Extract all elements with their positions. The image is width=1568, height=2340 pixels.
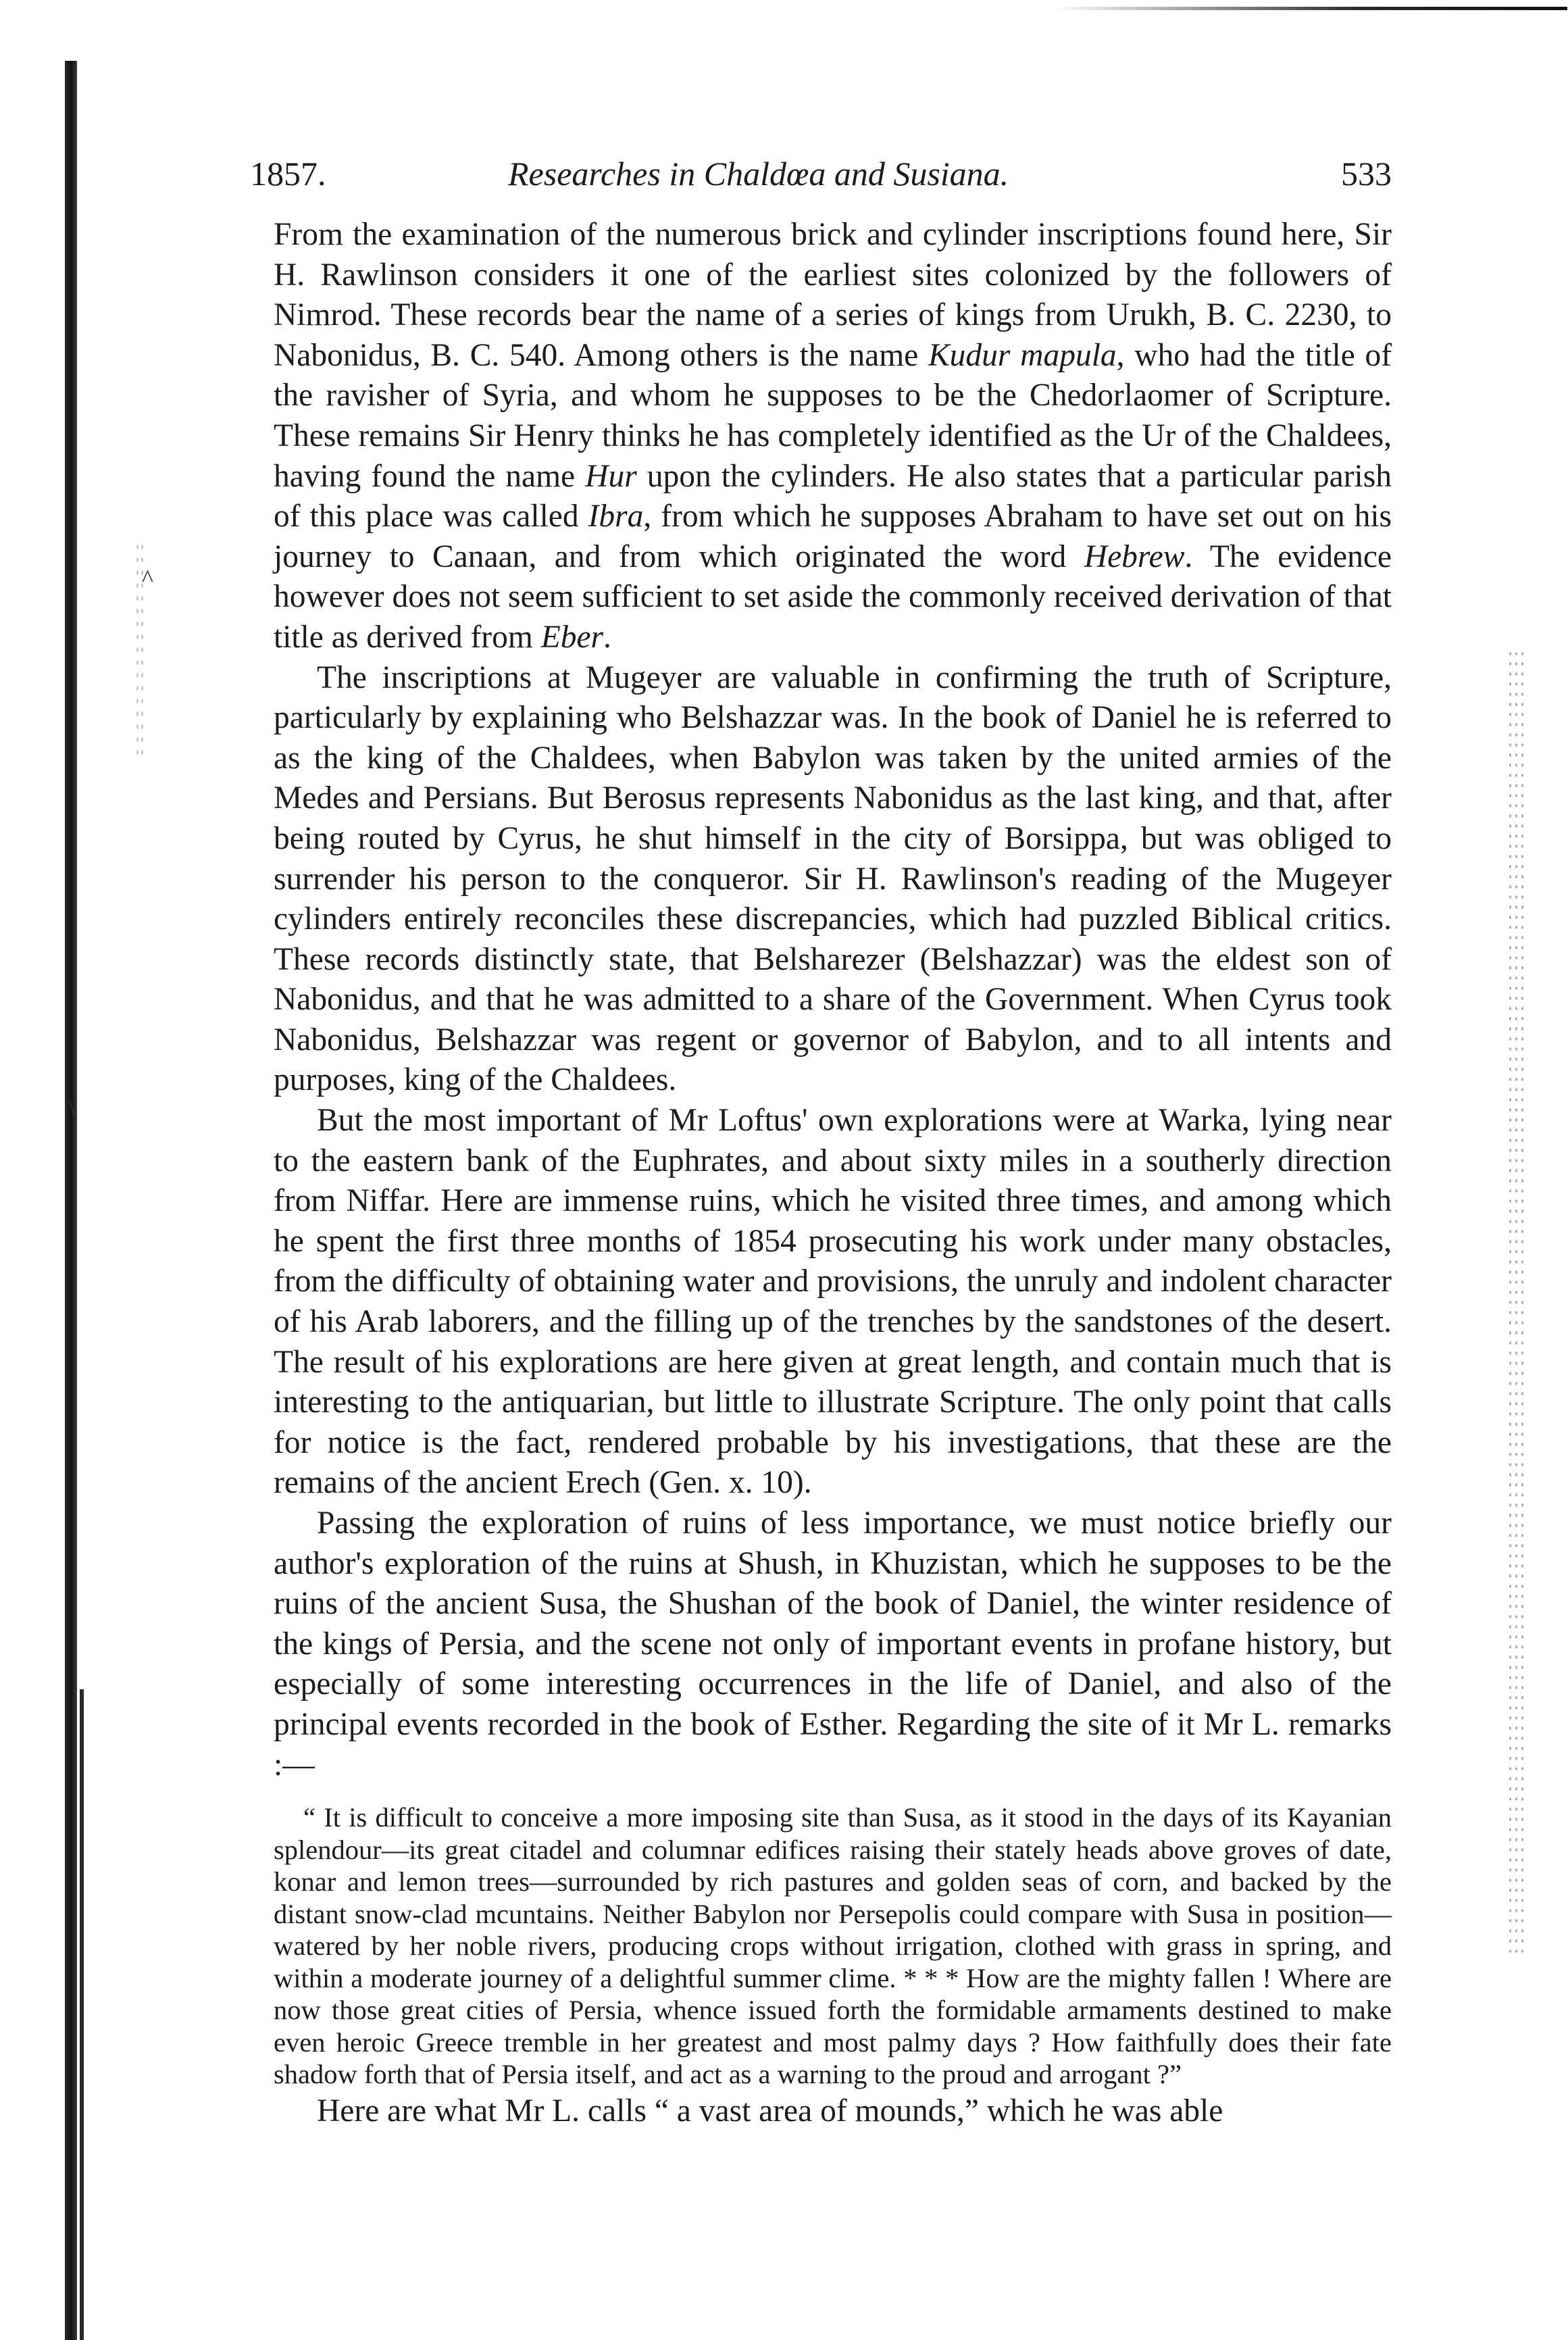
italic-term-hebrew: Hebrew: [1084, 539, 1185, 574]
header-year: 1857.: [250, 155, 326, 193]
paragraph-1-text-d: , from which he supposes Abraham to have set out on his journey to Canaan, and from which originated the word: [274, 499, 1392, 574]
paragraph-3: But the most important of Mr Loftus' own explorations were at Warka, lying near to the eastern bank of the Euphrates, and about sixty miles in a southerly direction from Niffar. Here are immense ruins, which he visited three times, and among which he spent the first three months of 1854 prosecuting his work under many obstacles, from the difficulty of obtaining water and provisions, the unruly and indolent character of his Arab laborers, and the filling up of the trenches by the sandstones of the desert. The result of his explorations are here given at great length, and contain much that is interesting to the antiquarian, but little to illustrate Scripture. The only point that calls for notice is the fact, rendered probable by his investigations, that these are the remains of the ancient Erech (Gen. x. 10).: [274, 1103, 1392, 1501]
block-quote: [274, 1801, 1392, 2091]
block-quote-text: “ It is difficult to conceive a more imposing site than Susa, as it stood in the days of its Kayanian splendour—its great citadel and columnar edifices raising their stately heads above groves of date, konar and lemon trees—surrounded by rich pastures and golden seas of corn, and backed by the distant snow-clad mcuntains. Neither Babylon nor Persepolis could compare with Susa in position—watered by her noble rivers, producing crops without irrigation, clothed with grass in spring, and within a moderate journey of a delightful summer clime. * * * How are the mighty fallen ! Where are now those great cities of Persia, whence issued forth the formidable armaments destined to make even heroic Greece tremble in her greatest and most palmy days ? How faithfully does their fate shadow forth that of Persia itself, and act as a warning to the proud and arrogant ?”: [274, 1802, 1392, 2090]
italic-term-eber: Eber: [540, 619, 604, 655]
italic-term-hur: Hur: [585, 458, 637, 494]
italic-term-kudur-mapula: Kudur mapula: [928, 337, 1117, 373]
paragraph-1: [274, 215, 1392, 658]
paragraph-1-text-e: . The evidence however does not seem sufficient to set aside the commonly received derivation of that title as derived from: [274, 539, 1392, 655]
paragraph-1-text-c: upon the cylinders. He also states that a particular parish of this place was called: [274, 458, 1392, 534]
page-header: [250, 154, 1392, 201]
paragraph-1-text-f: .: [603, 619, 611, 655]
page-number: 533: [1341, 155, 1392, 193]
paragraph-4: Passing the exploration of ruins of less importance, we must notice briefly our author's exploration of the ruins at Shush, in Khuzistan, which he supposes to be the ruins of the ancient Susa, the Shushan of the book of Daniel, the winter residence of the kings of Persia, and the scene not only of important events in profane history, but especially of some interesting occurrences in the life of Daniel, and also of the principal events recorded in the book of Esther. Regarding the site of it Mr L. remarks :—: [274, 1505, 1392, 1783]
right-margin-specks: [1507, 649, 1527, 1960]
running-title: Researches in Chaldœa and Susiana.: [508, 155, 1009, 193]
margin-backslash-mark: \: [69, 1095, 76, 1122]
page-top-rule: [1054, 7, 1567, 10]
italic-term-ibra: Ibra: [588, 499, 644, 534]
binding-edge-shadow: [65, 61, 77, 2340]
paragraph-1-text-b: , who had the title of the ravisher of Syria, and whom he supposes to be the Chedorlaomer of Scripture. These remains Sir Henry thinks he has completely identified as the Ur of the Chaldees, having found the name: [274, 337, 1392, 494]
closing-line: Here are what Mr L. calls “ a vast area of mounds,” which he was able: [317, 2093, 1223, 2129]
binding-edge-inner-shadow: [80, 1689, 84, 2340]
article-body: [274, 215, 1392, 2131]
paragraph-1-text-a: From the examination of the numerous brick and cylinder inscriptions found here, Sir H. Rawlinson considers it one of the earliest sites colonized by the followers of Nimrod. These records bear the name of a series of kings from Urukh, B. C. 2230, to Nabonidus, B. C. 540. Among others is the name: [274, 217, 1392, 373]
margin-caret-mark: ^: [142, 565, 153, 592]
paragraph-2: The inscriptions at Mugeyer are valuable in confirming the truth of Scripture, particularly by explaining who Belshazzar was. In the book of Daniel he is referred to as the king of the Chaldees, when Babylon was taken by the united armies of the Medes and Persians. But Berosus represents Nabonidus as the last king, and that, after being routed by Cyrus, he shut himself in the city of Borsippa, but was obliged to surrender his person to the conqueror. Sir H. Rawlinson's reading of the Mugeyer cylinders entirely reconciles these discrepancies, which had puzzled Biblical critics. These records distinctly state, that Belsharezer (Belshazzar) was the eldest son of Nabonidus, and that he was admitted to a share of the Government. When Cyrus took Nabonidus, Belshazzar was regent or governor of Babylon, and to all intents and purposes, king of the Chaldees.: [274, 659, 1392, 1098]
